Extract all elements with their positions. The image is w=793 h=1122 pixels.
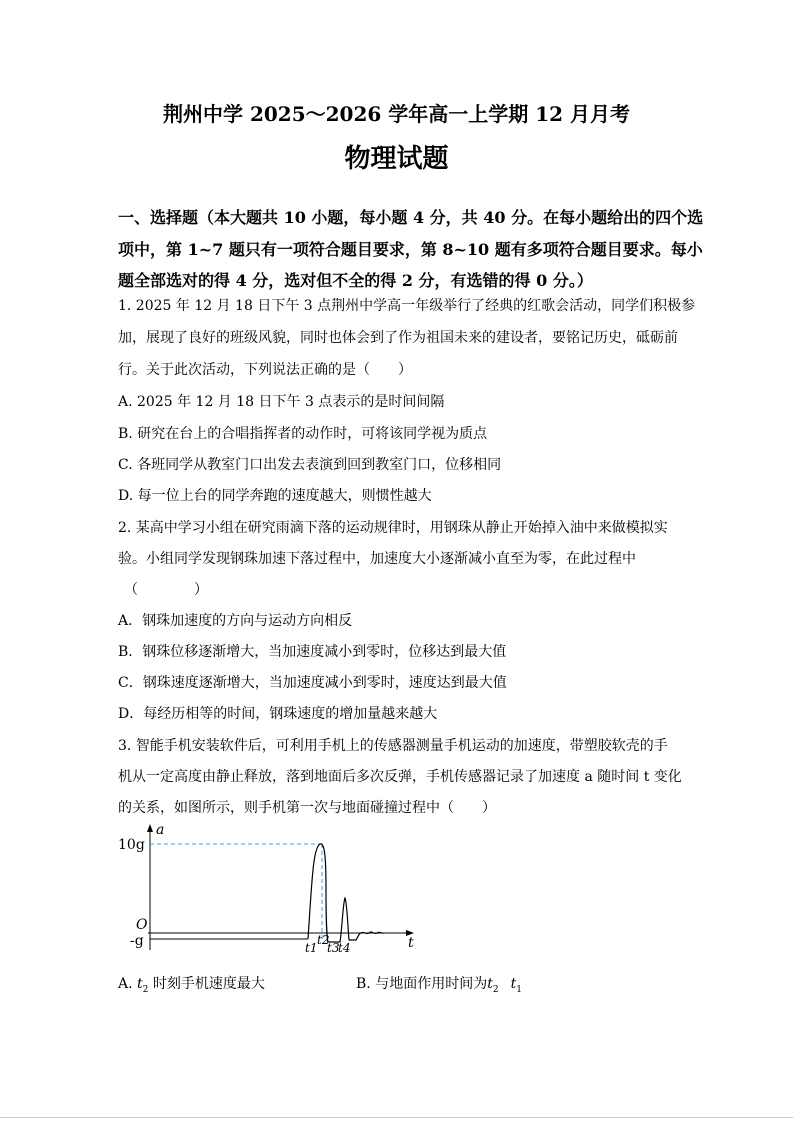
y-axis-arrow [147, 824, 153, 832]
q2-option-c: C．钢珠速度逐渐增大，当加速度减小到零时，速度达到最大值 [118, 675, 507, 691]
y-axis-label: a [156, 822, 165, 838]
q1-option-c: C. 各班同学从教室门口出发去表演到回到教室门口，位移相同 [118, 457, 502, 473]
t3-label: t3 [327, 941, 340, 955]
q2-option-d: D．每经历相等的时间，钢珠速度的增加量越来越大 [118, 706, 438, 722]
q3-option-a-prefix: A. [118, 976, 138, 992]
q3-option-a-text: 时刻手机速度最大 [148, 976, 265, 992]
q3-option-a-var: t [137, 976, 143, 992]
question-3-text: 3. 智能手机安装软件后，可利用手机上的传感器测量手机运动的加速度，带塑胶软壳的手 [118, 738, 668, 754]
exam-title: 荆州中学 2025～2026 学年高一上学期 12 月月考 [162, 102, 630, 126]
subject-title: 物理试题 [344, 144, 449, 174]
question-3-text: 机从一定高度由静止释放，落到地面后多次反弹，手机传感器记录了加速度 a 随时间 t 变化 [118, 769, 682, 785]
x-axis-label: t [408, 935, 414, 951]
q3-option-b-sub1: 2 [492, 984, 499, 995]
q3-option-b [356, 976, 522, 998]
question-1-text: 加，展现了良好的班级风貌，同时也体会到了作为祖国未来的建设者，要铭记历史，砥砺前 [118, 330, 678, 346]
question-3-text: 的关系，如图所示，则手机第一次与地面碰撞过程中（ ） [118, 800, 496, 816]
question-2-text: 2. 某高中学习小组在研究雨滴下落的运动规律时，用钢珠从静止开始掉入油中来做模拟实 [118, 520, 668, 536]
question-2-text: 验。小组同学发现钢珠加速下落过程中，加速度大小逐渐减小直至为零，在此过程中 [118, 551, 636, 567]
y-max-label: 10g [118, 837, 145, 853]
origin-label: O [136, 917, 148, 933]
q3-option-a-sub: 2 [142, 984, 149, 995]
section-instructions-line: 项中，第 1~7 题只有一项符合题目要求，第 8~10 题有多项符合题目要求。每小 [118, 240, 703, 259]
q2-option-a: A．钢珠加速度的方向与运动方向相反 [118, 613, 353, 629]
section-instructions-line: 题全部选对的得 4 分，选对但不全的得 2 分，有选错的得 0 分。） [118, 271, 593, 290]
acceleration-time-graph [118, 820, 428, 960]
acceleration-curve [308, 844, 384, 942]
question-2-text: （ ） [124, 582, 208, 598]
t2-label: t2 [317, 933, 330, 947]
t4-label: t4 [338, 941, 351, 955]
q1-option-d: D. 每一位上台的同学奔跑的速度越大，则惯性越大 [118, 488, 432, 504]
question-1-text: 1. 2025 年 12 月 18 日下午 3 点荆州中学高一年级举行了经典的红歌会活动，同学们积极参 [118, 298, 696, 314]
q3-option-b-sub2: 1 [516, 984, 522, 995]
q3-option-b-var1: t [487, 976, 493, 992]
q2-option-b: B．钢珠位移逐渐增大，当加速度减小到零时，位移达到最大值 [118, 644, 507, 660]
q3-option-b-prefix: B. 与地面作用时间为 [356, 976, 488, 992]
t1-label: t1 [305, 941, 318, 955]
page-bottom-divider [0, 1117, 793, 1118]
q1-option-b: B. 研究在台上的合唱指挥者的动作时，可将该同学视为质点 [118, 426, 488, 442]
question-1-text: 行。关于此次活动，下列说法正确的是（ ） [118, 362, 412, 378]
q1-option-a: A. 2025 年 12 月 18 日下午 3 点表示的是时间间隔 [118, 394, 445, 410]
q3-option-b-var2: t [510, 976, 517, 992]
y-min-label: -g [130, 933, 144, 949]
q3-option-a [118, 976, 265, 998]
section-instructions-line: 一、选择题（本大题共 10 小题，每小题 4 分，共 40 分。在每小题给出的四个选 [118, 208, 704, 227]
